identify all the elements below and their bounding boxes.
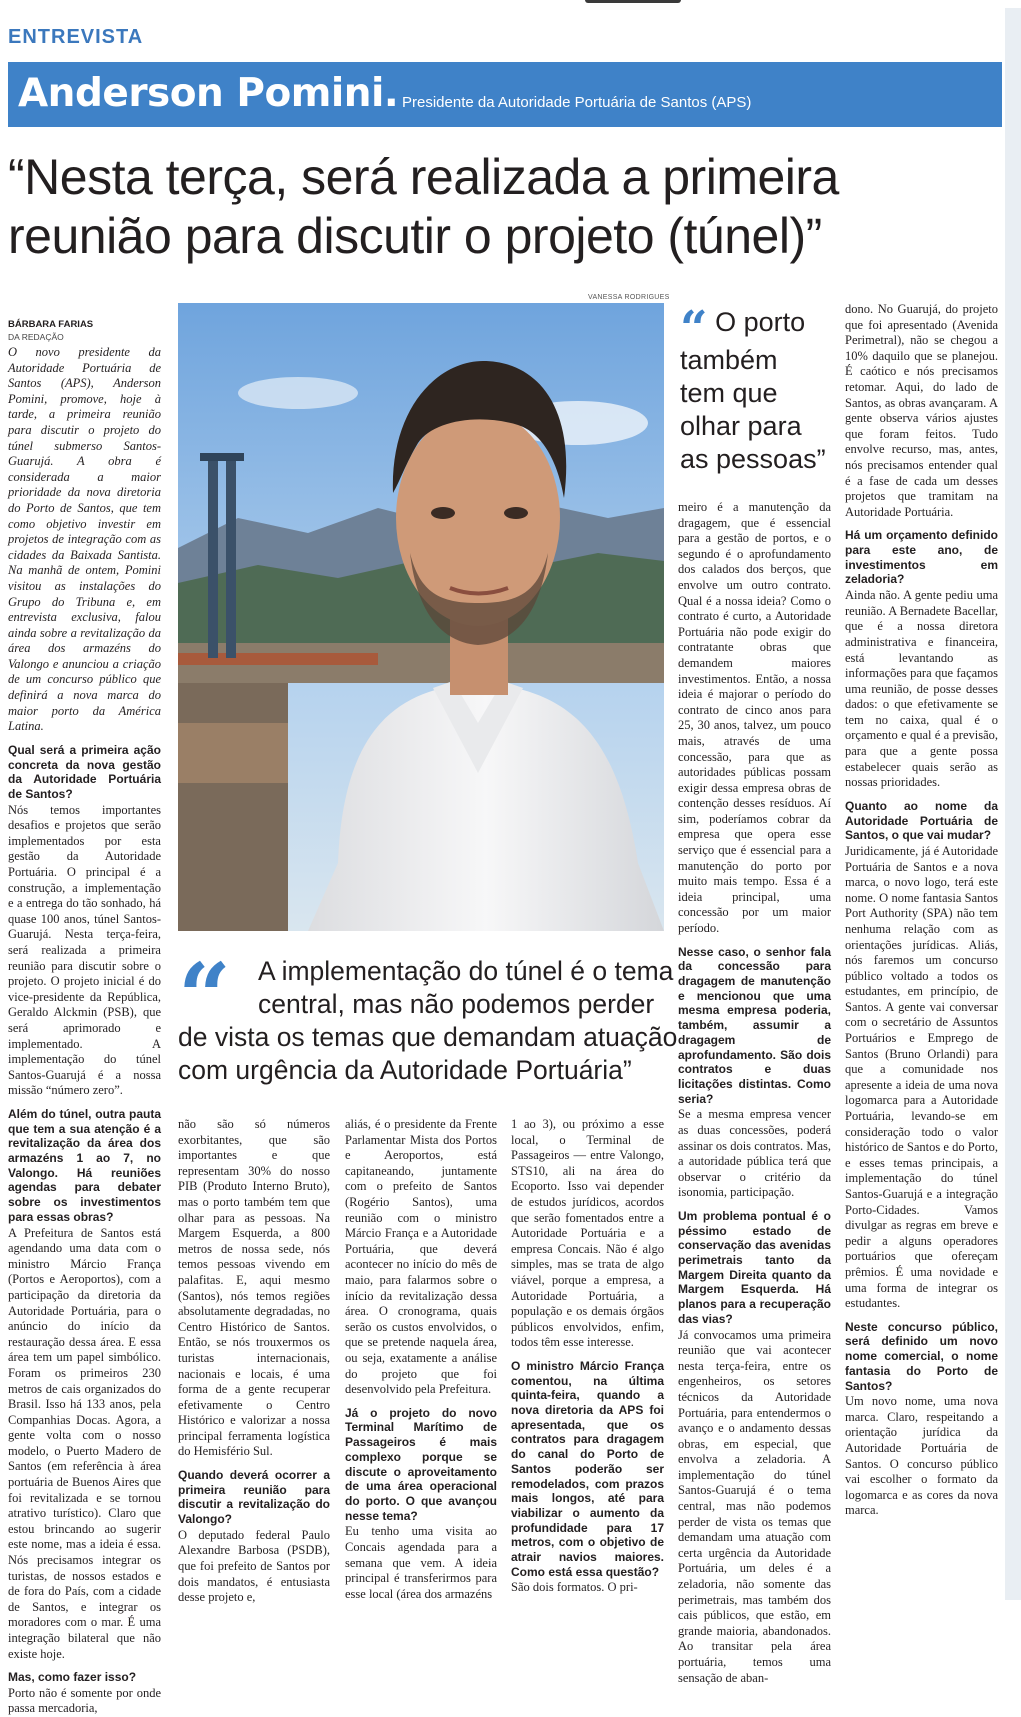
byline-desk: DA REDAÇÃO	[8, 332, 64, 342]
article-column-1	[8, 318, 161, 1716]
answer: Nós temos importantes desafios e projetos que serão implementados por esta gestão da Autoridade Portuária. O principal é a construção, a implementação e a entrega do tão sonhado, há quase 100 anos, túnel Santos-Guarujá. Nesta terça-feira, será realizada a primeira reunião para discutir sobre o projeto. O projeto inicial é do vice-presidente da República, Geraldo Alckmin (PSB), que será aprimorado e implementado. A implementação do túnel Santos-Guarujá é a nossa missão “número zero”.	[8, 802, 161, 1098]
question: Já o projeto do novo Terminal Marítimo de Passageiros é mais complexo porque se discute o aproveitamento de uma área operacional do porto. O que avançou nesse tema?	[345, 1405, 497, 1523]
headline-line-2: reunião para discutir o projeto (túnel)”	[8, 208, 822, 264]
pull-quote-line: A implementação do túnel é o tema	[258, 956, 674, 986]
section-label: ENTREVISTA	[8, 26, 144, 48]
article-column-5	[678, 500, 831, 1685]
pull-quote-line: as pessoas”	[680, 444, 826, 474]
question: Mas, como fazer isso?	[8, 1670, 137, 1685]
pull-quote-line: também	[680, 345, 778, 375]
answer: O deputado federal Paulo Alexandre Barbosa (PSDB), que foi prefeito de Santos por dois mandatos, é entusiasta desse projeto e,	[178, 1527, 330, 1605]
portrait-photo	[178, 303, 664, 931]
pull-quote-line: com urgência da Autoridade Portuária”	[178, 1055, 632, 1085]
pull-quote-line: de vista os temas que demandam atuação	[178, 1022, 678, 1052]
interviewee-banner	[8, 62, 1002, 127]
quote-mark-icon: “	[680, 301, 708, 357]
article-column-6	[845, 302, 998, 1600]
lead-paragraph: O novo presidente da Autoridade Portuária de Santos (APS), Anderson Pomini, promove, hoje à tarde, a primeira reunião para discutir o projeto do túnel submerso Santos-Guarujá. A obra é considerada a maior prioridade da nova diretoria do Porto de Santos, que tem como objetivo investir em projetos de integração com as cidades da Baixada Santista. Na manhã de ontem, Pomini visitou as instalações do Grupo do Tribuna e, em entrevista exclusiva, falou ainda sobre a revitalização da área dos armazéns do Valongo e anunciou a criação de um concurso público que definirá a nova marca do maior porto da América Latina.	[8, 345, 161, 734]
interviewee-name: Anderson Pomini.	[18, 71, 399, 116]
answer: A Prefeitura de Santos está agendando uma data com o ministro Márcio França (Portos e Aeroportos), com a participação da diretoria da Autoridade Portuária, para o anúncio do início da restauração dessa área. E essa área tem um papel simbólico. Foram os primeiros 230 metros de cais organizados do Brasil. Isso há 133 anos, pela Companhias Docas. Agora, a gente volta com o nosso modelo, o Puerto Madero de Santos (em referência à área portuária de Buenos Aires que foi revitalizada e se tornou atrativo turístico). Claro que estou brincando ao sugerir este nome, mas a ideia é essa. Nós precisamos integrar os turistas, de nossos estados e de fora do País, com a cidade de Santos, e integrar os moradores com o mar. É uma integração bilateral que não existe hoje.	[8, 1225, 161, 1661]
answer: Já convocamos uma primeira reunião que vai acontecer nesta terça-feira, entre os engenheiros, os setores técnicos da Autoridade Portuária, para entendermos o avanço e o andamento dessas obras, em especial, que envolva a zeladoria. A implementação do túnel Santos-Guarujá é o tema central, mas não podemos perder de vista os temas que demandam uma atuação com certa urgência da Autoridade Portuária, um deles é a zeladoria, não somente das perimetrais, mas também dos cais públicos, que estão, em grande maioria, abandonados. Ao transitar pela área portuária, temos uma sensação de aban-	[678, 1327, 831, 1685]
question: Neste concurso público, será definido um novo nome comercial, o nome fantasia do Porto de Santos?	[845, 1319, 998, 1393]
answer: 1 ao 3), ou próximo a esse local, o Terminal de Passageiros — entre Valongo, STS10, ali na área do Ecoporto. Isso vai depender de estudos jurídicos, acordos que serão fomentados entre a Autoridade Portuária e a empresa Concais. Não é algo simples, mas se trata de algo viável, porque a empresa, a Autoridade Portuária, a população e os demais órgãos públicos envolvidos, enfim, todos têm esse interesse.	[511, 1117, 664, 1350]
article-column-2	[178, 1117, 330, 1605]
photo-credit: VANESSA RODRIGUES	[588, 294, 670, 301]
pull-quote-line: O porto	[715, 307, 806, 337]
article-column-3	[345, 1117, 497, 1600]
page-tab-mark	[585, 0, 681, 3]
question: Há um orçamento definido para este ano, de investimentos em zeladoria?	[845, 528, 998, 587]
headline	[8, 148, 998, 266]
answer: Um novo nome, uma nova marca. Claro, respeitando a orientação jurídica da Autoridade Portuária de Santos. O concurso público vai escolher o formato da logomarca e as cores da nova marca.	[845, 1394, 998, 1518]
question: Qual será a primeira ação concreta da nova gestão da Autoridade Portuária de Santos?	[8, 742, 161, 801]
answer: Ainda não. A gente pediu uma reunião. A Bernadete Bacellar, que é a nossa diretora administrativa e financeira, está levantando as informações para que façamos uma reunião, de posse desses dados: o que efetivamente se tem no caixa, qual é o orçamento e qual é a previsão, para que a gente possa estabelecer quais serão as nossas prioridades.	[845, 588, 998, 790]
page-top-edge	[0, 0, 1021, 7]
pull-quote-small	[680, 301, 830, 476]
question: Um problema pontual é o péssimo estado de conservação das avenidas perimetrais tanto da Margem Direita quanto da Margem Esquerda. Há planos para a recuperação das vias?	[678, 1208, 831, 1326]
pull-quote-line: central, mas não podemos perder	[258, 989, 655, 1019]
question: Quando deverá ocorrer a primeira reunião para discutir a revitalização do Valongo?	[178, 1468, 330, 1527]
answer: Se a mesma empresa vencer as duas concessões, poderá assinar os dois contratos. Mas, a autoridade pública terá que observar o critério da isonomia, participação.	[678, 1107, 831, 1200]
portrait-illustration	[178, 303, 664, 931]
answer: São dois formatos. O pri-	[511, 1580, 638, 1595]
pull-quote-line: olhar para	[680, 411, 802, 441]
answer: dono. No Guarujá, do projeto que foi apresentado (Avenida Perimetral), não se chegou a 10% daquilo que se planejou. É caótico e nós precisamos retomar. Aqui, do lado de Santos, as obras avançaram. A gente observa vários ajustes que foram feitos. Tudo envolve recurso, mas, antes, nós precisamos entender qual é a fase de cada um desses projetos que tramitam na Autoridade Portuária.	[845, 302, 998, 519]
question: Nesse caso, o senhor fala da concessão para dragagem de manutenção e mencionou que uma mesma empresa poderia, também, assumir a dragagem de aprofundamento. São dois contratos e duas licitações distintas. Como seria?	[678, 944, 831, 1106]
question: Além do túnel, outra pauta que tem a sua atenção é a revitalização da área dos armazéns 1 ao 7, no Valongo. Há reuniões agendas para debater sobre os investimentos para essas obras?	[8, 1106, 161, 1224]
byline-author: BÁRBARA FARIAS	[8, 319, 94, 330]
quote-mark-icon: “	[178, 943, 231, 1051]
answer: Eu tenho uma visita ao Concais agendada para a semana que vem. A ideia principal é transferirmos para esse local (área dos armazéns	[345, 1524, 497, 1601]
pull-quote-line: tem que	[680, 378, 778, 408]
headline-line-1: “Nesta terça, será realizada a primeira	[8, 149, 839, 205]
answer: Juridicamente, já é Autoridade Portuária de Santos e a nova marca, o novo logo, terá este nome. O nome fantasia Santos Port Authority (SPA) não tem nenhuma relação com as orientações jurídicas. Aliás, nós faremos um concurso público voltado a todos os estudantes, em princípio, de Santos. A gente vai conversar com o secretário de Assuntos Portuários e Emprego de Santos (Bruno Orlandi) para que a comunidade nos apresente a ideia de uma nova logomarca para a Autoridade Portuária, levando-se em consideração todo o valor histórico de Santos e do Porto, e esses temas principais, a implementação do túnel Santos-Guarujá e a integração Porto-Cidades. Vamos divulgar as regras em breve e pedir a alguns operadores portuários que ofereçam prêmios. É uma novidade e uma forma de integrar os estudantes.	[845, 843, 998, 1311]
question: Quanto ao nome da Autoridade Portuária de Santos, o que vai mudar?	[845, 798, 998, 843]
article-column-4	[511, 1117, 664, 1600]
answer: Porto não é somente por onde passa mercadoria,	[8, 1685, 161, 1716]
page-right-margin	[1005, 8, 1021, 1600]
interviewee-role: Presidente da Autoridade Portuária de Santos (APS)	[402, 94, 752, 111]
answer: não são só números exorbitantes, que são importantes e que representam 30% do nosso PIB (Produto Interno Bruto), mas o porto também tem que olhar para as pessoas. Na Margem Esquerda, a 800 metros de nossa sede, nós temos pessoas vivendo em palafitas. E, aqui mesmo (Santos), nós temos regiões absolutamente degradadas, no Centro Histórico de Santos. Então, se nós trouxermos os turistas internacionais, nacionais e locais, é uma forma de a gente recuperar efetivamente o Centro Histórico e valorizar a nossa principal ferramenta logística do Hemisfério Sul.	[178, 1117, 330, 1459]
question: O ministro Márcio França comentou, na última quinta-feira, quando a nova diretoria da APS foi apresentada, que os contratos para dragagem do canal do Porto de Santos poderão ser remodelados, com prazos mais longos, até para viabilizar o aumento da profundidade para 17 metros, com o objetivo de atrair navios maiores. Como está essa questão?	[511, 1358, 664, 1579]
answer: meiro é a manutenção da dragagem, que é essencial para a gestão de portos, e o segundo é o aprofundamento dos calados dos berços, que envolve um outro contrato. Qual é a nossa ideia? Como o contrato é curto, a Autoridade Portuária não pode exigir do contratante obras que demandem maiores investimentos. Então, a nossa ideia é majorar o período do contrato de cinco anos para 25, 30 anos, talvez, um pouco mais, através de uma concessão, para que as autoridades públicas possam exigir dessa empresa obras de contenção desses resíduos. Aí sim, poderíamos cobrar da empresa que opera esse serviço que é essencial para a manutenção do porto por muito mais tempo. Essa é a ideia principal, uma concessão por um maior período.	[678, 500, 831, 936]
pull-quote-large	[178, 943, 678, 1087]
answer: aliás, é o presidente da Frente Parlamentar Mista dos Portos e Aeroportos, está capitaneando, juntamente com o prefeito de Santos (Rogério Santos), uma reunião com o ministro Márcio França e a Autoridade Portuária, que deverá acontecer no início do mês de maio, para falarmos sobre o início da revitalização dessa área. O cronograma, quais serão os custos envolvidos, o que se pretende naquela área, ou seja, exatamente a análise do projeto que foi desenvolvido pela Prefeitura.	[345, 1117, 497, 1397]
